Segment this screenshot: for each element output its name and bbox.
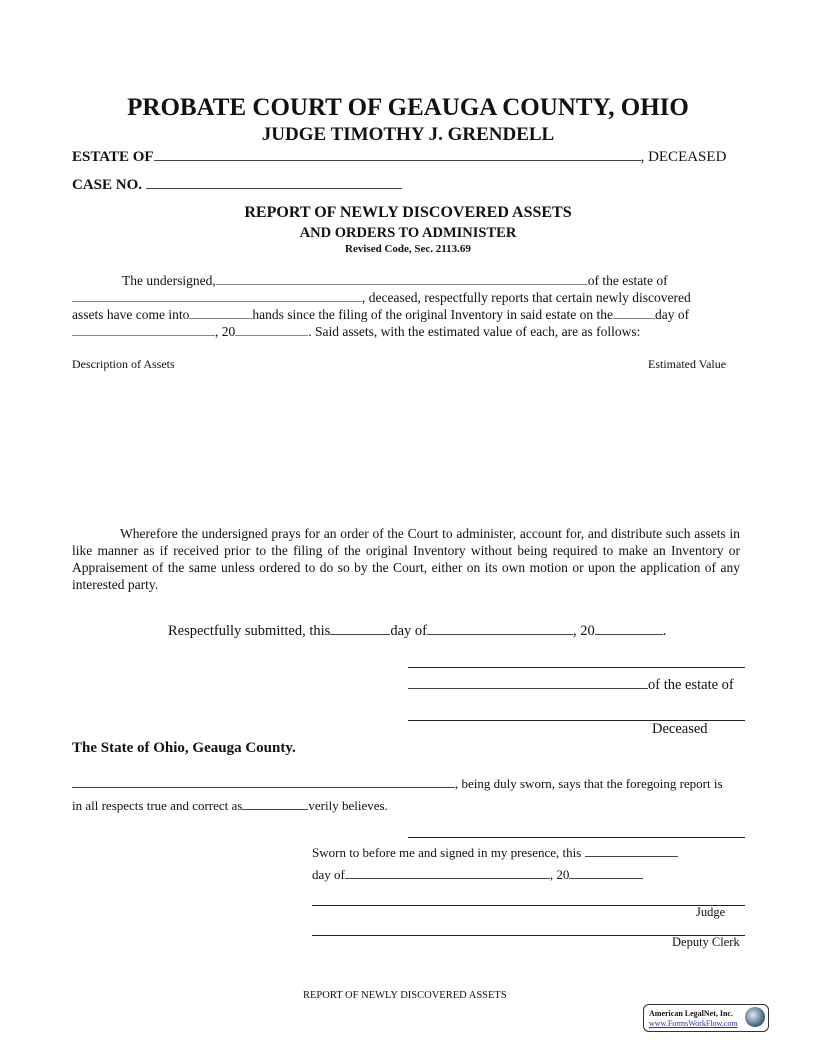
state-heading: The State of Ohio, Geauga County. [72, 740, 296, 756]
case-line [72, 176, 402, 194]
judge-signature-line[interactable] [312, 905, 745, 906]
deceased-label: , DECEASED [640, 149, 727, 165]
sworn-month-field[interactable] [345, 866, 550, 879]
report-subtitle: AND ORDERS TO ADMINISTER [299, 225, 517, 241]
judge-label: Judge [696, 905, 726, 919]
document-page: PROBATE COURT OF GEAUGA COUNTY, OHIO JUDGE TIMOTHY J. GRENDELL ESTATE OF , DECEASED CASE NO. REPORT OF NEWLY DISCOVERED ASSETS AND ORDERS TO ADMINISTER Revised Code, Sec. 2113.69 The undersigned, of the estate of , deceased, respectfully reports that certain newly discovered assets have come into hands since the filing of the original Inventory in said estate on the day of , 20 . Said assets, with the estimated value of each, are as follows: Description of Assets Estimated Value Wherefore the undersigned prays for an order of the Court to administer, account for, and distribute such assets in like manner as if received prior to the filing of the original Inventory without being required to make an Inventory or Appraisement of the same unless ordered to do so by the Court, either on its own motion or upon the application of any interested party. Respectfully submitted, this day of , 20 . of the estate of Deceased The State of Ohio, Geauga County. , being duly sworn, says that the foregoing report is in all respects true and correct as verily believes. Sworn to before me and signed in my presence, this day of , 20 Judge Deputy Clerk REPORT OF NEWLY DISCOVERED ASSETS American LegalNet, Inc. www.FormsWorkFlow.com [0, 0, 816, 1056]
signature-line[interactable] [408, 667, 745, 668]
deputy-clerk-label: Deputy Clerk [672, 935, 740, 949]
affiant-field[interactable] [72, 775, 455, 788]
oath-pronoun-field[interactable] [242, 797, 308, 810]
sworn-year-field[interactable] [569, 866, 643, 879]
logo-link[interactable]: www.FormsWorkFlow.com [649, 1019, 738, 1028]
submitted-month-field[interactable] [427, 622, 573, 635]
value-header: Estimated Value [648, 357, 727, 371]
affiant-signature-line[interactable] [408, 837, 745, 838]
undersigned-field[interactable] [216, 272, 588, 285]
wherefore-paragraph: Wherefore the undersigned prays for an order of the Court to administer, account for, and distribute such assets in like manner as if received prior to the filing of the original Inventory without being required to make an Inventory or Appraisement of the same unless ordered to do so by the Court, either on its own motion or upon the application of any interested party. [72, 526, 740, 592]
submitted-year-field[interactable] [595, 622, 663, 635]
footer-title: REPORT OF NEWLY DISCOVERED ASSETS [303, 990, 507, 1001]
pronoun-field[interactable] [189, 306, 252, 319]
assets-entry-area[interactable] [72, 378, 740, 508]
report-title: REPORT OF NEWLY DISCOVERED ASSETS [244, 204, 572, 221]
fiduciary-name-field[interactable] [408, 676, 648, 689]
globe-icon [745, 1007, 765, 1027]
deceased-label: Deceased [652, 721, 708, 737]
description-header: Description of Assets [72, 357, 175, 371]
decedent-field[interactable] [72, 289, 362, 302]
month-field[interactable] [72, 323, 215, 336]
revised-code: Revised Code, Sec. 2113.69 [345, 243, 471, 255]
case-number-field[interactable] [146, 176, 402, 189]
court-title: PROBATE COURT OF GEAUGA COUNTY, OHIO [127, 94, 689, 121]
sworn-day-field[interactable] [585, 844, 678, 857]
submitted-day-field[interactable] [330, 622, 390, 635]
judge-name: JUDGE TIMOTHY J. GRENDELL [261, 124, 555, 145]
year-field[interactable] [235, 323, 308, 336]
estate-line [72, 148, 726, 166]
estate-label: ESTATE OF [72, 149, 154, 165]
day-field[interactable] [613, 306, 655, 319]
american-legalnet-logo[interactable]: American LegalNet, Inc. www.FormsWorkFlow.com [643, 1004, 769, 1032]
case-label: CASE NO. [72, 177, 143, 193]
estate-name-field[interactable] [154, 148, 641, 161]
